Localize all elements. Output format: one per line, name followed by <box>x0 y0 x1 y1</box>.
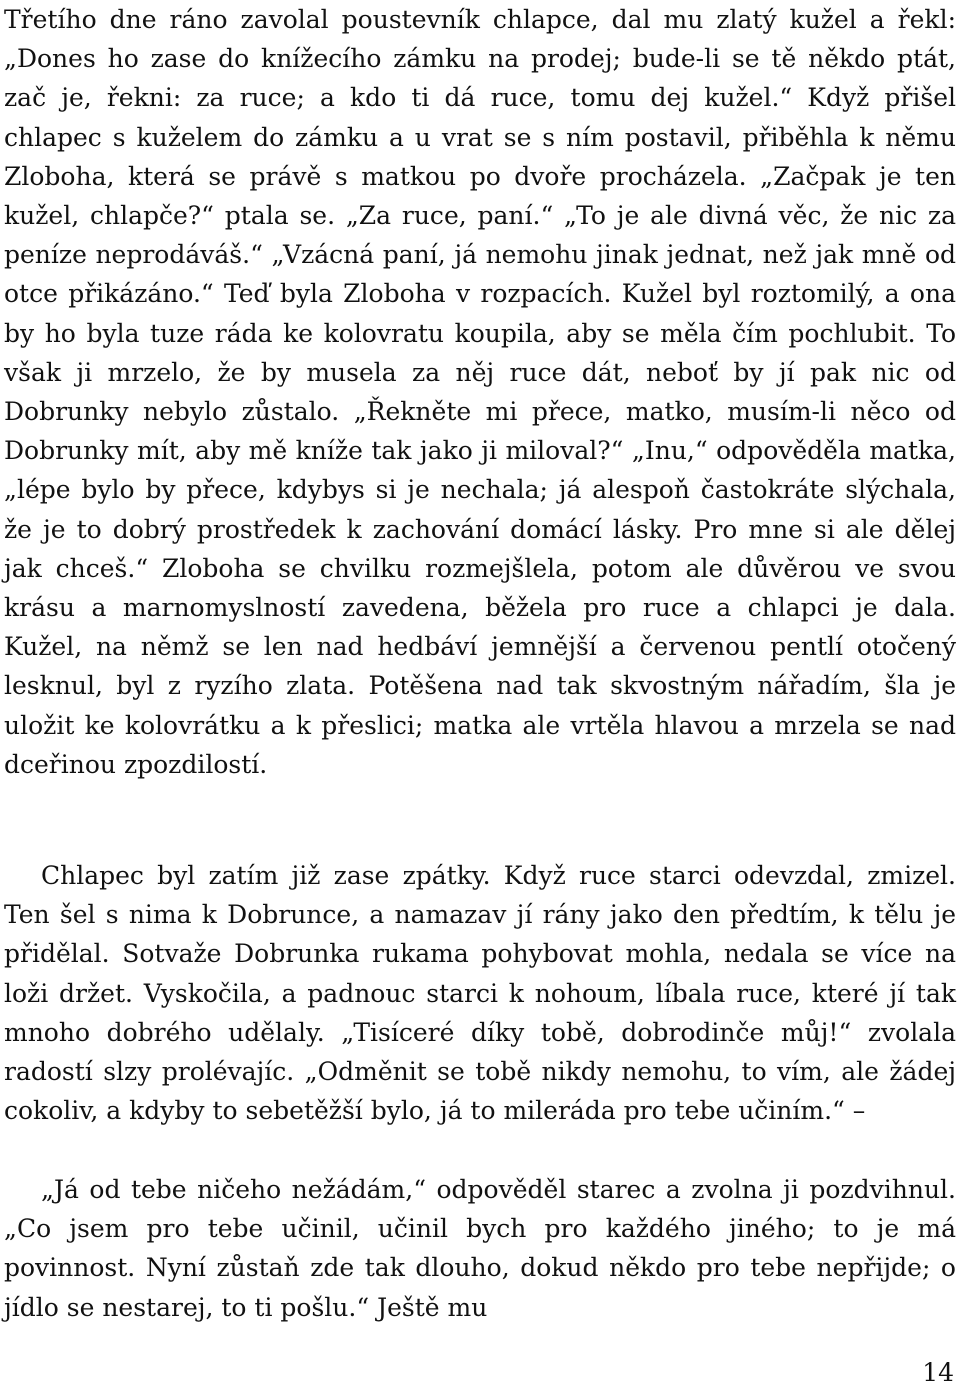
paragraph-block-3 <box>4 1170 956 1327</box>
page-number: 14 <box>922 1358 954 1387</box>
paragraph-3: „Já od tebe ničeho nežádám,“ odpověděl starec a zvolna ji pozdvihnul. „Co jsem pro tebe učinil, učinil bych pro každého jiného; to je má povinnost. Nyní zůstaň zde tak dlouho, dokud někdo pro tebe nepřijde; o jídlo se nestarej, to ti pošlu.“ Ještě mu <box>4 1175 956 1322</box>
paragraph-block-1 <box>4 0 956 784</box>
paragraph-block-2 <box>4 856 956 1130</box>
paragraph-2: Chlapec byl zatím již zase zpátky. Když ruce starci odevzdal, zmizel. Ten šel s nima k Dobrunce, a namazav jí rány jako den předtím, k tělu je přidělal. Sotvaže Dobrunka rukama pohybovat mohla, nedala se více na loži držet. Vyskočila, a padnouc starci k nohoum, líbala ruce, které jí tak mnoho dobrého udělaly. „Tisíceré díky tobě, dobrodinče můj!“ zvolala radostí slzy prolévajíc. „Odměnit se tobě nikdy nemohu, to vím, ale žádej cokoliv, a kdyby to sebetěžší bylo, já to mileráda pro tebe učiním.“ – <box>4 861 956 1126</box>
paragraph-1: Třetího dne ráno zavolal poustevník chlapce, dal mu zlatý kužel a řekl: „Dones ho zase do knížecího zámku na prodej; bude-li se tě někdo ptát, zač je, řekni: za ruce; a kdo ti dá ruce, tomu dej kužel.“ Když přišel chlapec s kuželem do zámku a u vrat se s ním postavil, přiběhla k němu Zloboha, která se právě s matkou po dvoře procházela. „Začpak je ten kužel, chlapče?“ ptala se. „Za ruce, paní.“ „To je ale divná věc, že nic za peníze neprodáváš.“ „Vzácná paní, já nemohu jinak jednat, než jak mně od otce přikázáno.“ Teď byla Zloboha v rozpacích. Kužel byl roztomilý, a ona by ho byla tuze ráda ke kolovratu koupila, aby se měla čím pochlubit. To však ji mrzelo, že by musela za něj ruce dát, neboť by jí pak nic od Dobrunky nebylo zůstalo. „Řekněte mi přece, matko, musím-li něco od Dobrunky mít, aby mě kníže tak jako ji miloval?“ „Inu,“ odpověděla matka, „lépe bylo by přece, kdybys si je nechala; já alespoň častokráte slýchala, že je to dobrý prostředek k zachování domácí lásky. Pro mne si ale dělej jak chceš.“ Zloboha se chvilku rozmejšlela, potom ale důvěrou ve svou krásu a marnomyslností zavedena, běžela pro ruce a chlapci je dala. Kužel, na němž se len nad hedbáví jemnější a červenou pentlí otočený lesknul, byl z ryzího zlata. Potěšena nad tak skvostným nářadím, šla je uložit ke kolovrátku a k přeslici; matka ale vrtěla hlavou a mrzela se nad dceřinou zpozdilostí. <box>4 5 956 779</box>
